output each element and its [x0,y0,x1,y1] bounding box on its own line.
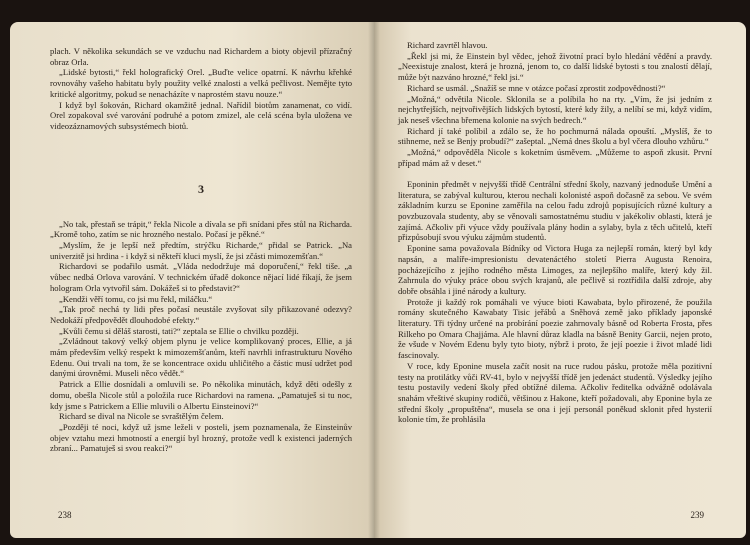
paragraph: Richard jí také políbil a zdálo se, že ho pochmurná nálada opouští. „Myslíš, že to stihneme, než se Benjy probudí?“ zašeptal. „Nemá dnes školu a byl včera dlouho vzhůru.“ [398,125,712,147]
paragraph: „Kendži věří tomu, co jsi mu řekl, miláčku.“ [59,293,213,304]
paragraph: „Možná,“ odpověděla Nicole s koketním úsměvem. „Můžeme to aspoň zkusit. První případ mám až v deset.“ [398,147,712,168]
left-block-1 [50,46,352,132]
paragraph: „No tak, přestaň se trápit,“ řekla Nicole a dívala se při snídani přes stůl na Richarda. „Kromě toho, zatím se nic hrozného nestalo. Počasí je pěkné.“ [50,218,352,240]
paragraph: Patrick a Ellie dosnídali a omluvili se. Po několika minutách, když děti odešly z domu, obešla Nicole stůl a položila ruce Richardovi na ramena. „Pamatuješ si tu noc, kdy jsme s Patrickem a Ellie mluvili o Albertu Einsteinovi?“ [50,379,352,411]
left-page [10,22,374,538]
left-block-2 [50,219,352,454]
chapter-number: 3 [198,181,204,196]
paragraph: Richardovi se podařilo usmát. „Vláda nedodržuje má doporučení,“ řekl tiše. „a vůbec nedbá Orlova varování. V technickém úřadě dokonce nějací lidé říkají, že jsem hologram Orla vytvořil sám. Dokážeš si to představit?“ [50,261,352,293]
paragraph: „Zvládnout takový velký objem plynu je velice komplikovaný proces, Ellie, a já mám především velký respekt k mimozemšťanům, kteří navrhli infrastrukturu Nového Edenu. Oui trvali na tom, že se koncentrace oxidu uhličitého a částic musí udržet pod danými úrovněmi. Museli něco vědět.“ [50,336,352,379]
book-spread [10,22,746,538]
book-gutter [368,22,380,538]
paragraph: „Později té noci, když už jsme leželi v posteli, jsem poznamenala, že Einsteinův objev vztahu mezi hmotností a energií byl hrozný, protože vedl k existenci jaderných zbraní... Pamatuješ si svou reakci?“ [50,421,352,454]
right-page [374,22,746,538]
page-number: 238 [58,510,72,520]
paragraph: Richard se usmál. „Snažíš se mne v otázce počasí zprostit zodpovědnosti?“ [407,82,666,93]
paragraph: V roce, kdy Eponine musela začít nosit na ruce rudou pásku, protože měla pozitivní testy na protilátky vůči RV-41, bylo v nejvyšší třídě jen jedenáct studentů. Výsledky jejího testu postavily vedení školy před obtížné dilema. Ačkoliv ředitelka odvážně odolávala snahám vřeštivé skupiny rodičů, většinou z Hakone, kteří požadovali, aby Eponine byla ze střední školy „propuštěna“, musela se ona i její personál poněkud sklonit před hysterií kolonie tím, že prohlásila [398,360,712,425]
paragraph: Protože ji každý rok pomáhali ve výuce bioti Kawabata, bylo přirozené, že použila romány skutečného Kawabaty Tisic jeřábů a Sněhová země jako příklady japonské literatury. Tři týdny určené na probírání poezie zahrnovaly básně od Roberta Frosta, přes Rilkeho po Omara Chajjáma. Ale hlavní důraz kladla na básně Benity Garcii, nejen proto, že všude v Novém Edenu byly tyto bioty, nýbrž i proto, že její poezie i život mladé lidi fascinovaly. [398,296,712,361]
paragraph: „Možná,“ odvětila Nicole. Sklonila se a políbila ho na rty. „Vím, že jsi jedním z nejchytřejších, nejtvořivějších lidských bytostí, které kdy žily, a nelíbí se mi, když vidím, jak neseš všechna břemena kolonie na svých bedrech.“ [398,93,712,125]
paragraph: Richard zavrtěl hlavou. [407,40,488,50]
paragraph: „Řekl jsi mi, že Einstein byl vědec, jehož životní prací bylo hledání vědění a pravdy. „Neexistuje znalost, která je hrozná, jenom to, co další lidské bytosti s tou znalostí dělají, může být nazváno hrozné,“ řekl jsi.“ [398,50,712,83]
paragraph: „Kvůli čemu si děláš starosti, tati?“ zeptala se Ellie o chvilku později. [59,325,299,336]
paragraph: I když byl šokován, Richard okamžitě jednal. Nařídil biotům zanamenat, co vidí. Orel zopakoval své varování podruhé a potom zmizel, ale celá scéna byla uložena ve videozáznamových subsystémech biotů. [50,99,352,131]
paragraph: „Tak proč nechá ty lidi přes počasí neustále zvyšovat síly přikazované odezvy? Nedokáží předpovědět dlouhodobé efekty.“ [50,304,352,325]
paragraph: plach. V několika sekundách se ve vzduchu nad Richardem a bioty objevil přízračný obraz Orla. [50,46,352,67]
right-block-1 [398,40,712,168]
paragraph: Richard se dival na Nicole se svraštělým čelem. [59,411,224,422]
paragraph: Eponine sama považovala Bídníky od Victora Huga za nejlepší román, který byl kdy napsán, a malíře-impresionistu devatenáctého století Pierra Augusta Renoira, pocházejícího z jejího rodného města Limoges, za nejlepšího malíře, který kdy žil. Zahrnula do výuky práce obou svých krajanů, ale pečlivě si roztřídila další zdroje, aby dobře obsáhla i jiné národy a kultury. [398,243,712,296]
page-number: 239 [690,510,704,520]
section-break [398,168,712,179]
paragraph: Eponinin předmět v nejvyšší třídě Centrální střední školy, nazvaný jednoduše Umění a literatura, se zabýval kulturou, kterou nechali kolonisté aspoň dočasně za sebou. Ve svém základním kurzu se Eponine zaměřila na celou řadu zdrojů popisujících různé kultury a povzbuzovala studenty, aby se věnovali samostatnému studiu v jakékoliv oblasti, která je zajímá. Ačkoliv při výuce vždy používala plány hodin a sylaby, byla z těch učitelů, kteří přizpůsobují svou výuku zájmům studentů. [398,178,712,243]
right-block-2 [398,179,712,425]
paragraph: „Myslím, že je lepší než předtím, strýčku Richarde,“ přidal se Patrick. „Na univerzitě jsi hrdina - i když si někteří kluci myslí, že jsi zčásti mimozemšťan.“ [50,240,352,261]
paragraph: „Lidské bytosti,“ řekl holografický Orel. „Buďte velice opatrní. K návrhu křehké rovnováhy vašeho habitatu byly použity velké znalosti a velká pečlivost. Nemějte tyto kritické algoritmy, pokud se nenacházíte v naprostém stavu nouze.“ [50,67,352,99]
